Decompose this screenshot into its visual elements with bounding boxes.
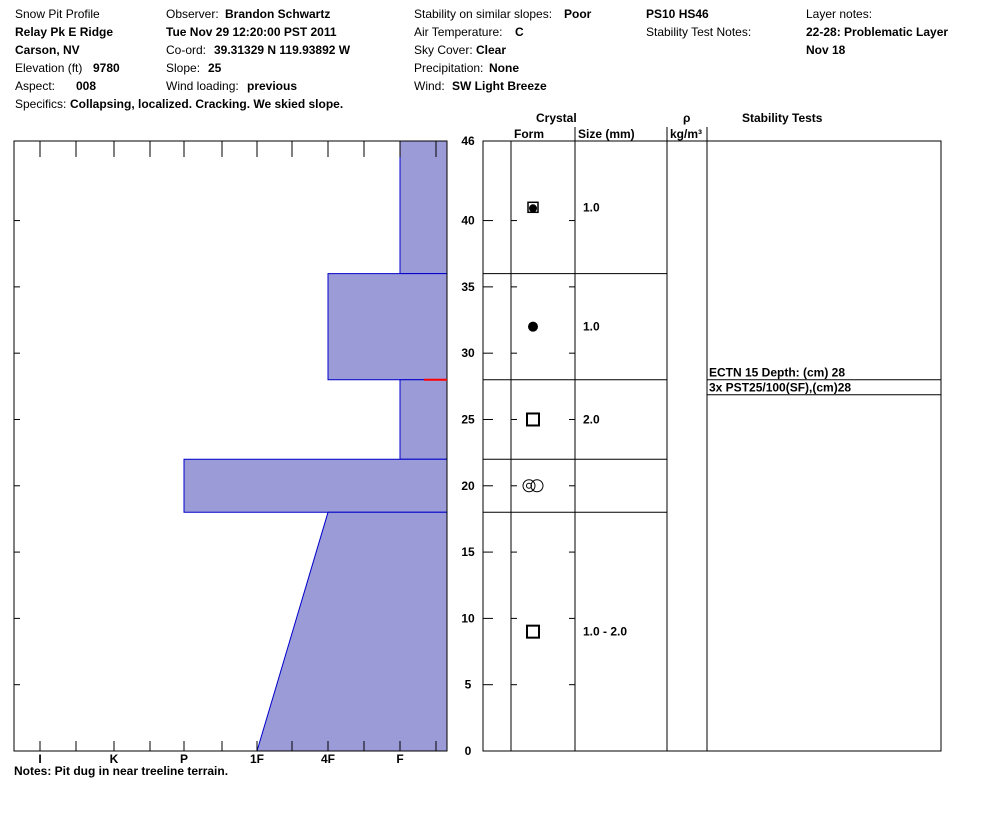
wind-value: SW Light Breeze [452, 79, 547, 93]
hardness-tick-label: F [396, 752, 404, 766]
stability-label: Stability on similar slopes: [414, 7, 553, 21]
depth-tick-label: 10 [461, 611, 475, 626]
slope-label: Slope: [166, 61, 201, 75]
wind-label: Wind: [414, 79, 445, 93]
rounded-faceted-icon [529, 204, 537, 212]
grain-size-value: 1.0 [583, 319, 600, 334]
elevation-value: 9780 [93, 61, 120, 75]
coord-value: 39.31329 N 119.93892 W [214, 43, 351, 57]
form-header: Form [514, 127, 544, 141]
depth-tick-label: 25 [461, 412, 475, 427]
specifics-label: Specifics: [15, 97, 67, 111]
depth-tick-label: 30 [461, 346, 475, 361]
aspect-value: 008 [76, 79, 97, 93]
stability-value: Poor [564, 7, 592, 21]
aspect-label: Aspect: [15, 79, 56, 93]
hardness-layer [400, 141, 447, 274]
stability-test-2: 3x PST25/100(SF),(cm)28 [709, 380, 852, 395]
stability-test-1: ECTN 15 Depth: (cm) 28 [709, 365, 846, 380]
layer-notes-label: Layer notes: [806, 7, 873, 21]
hardness-tick-label: I [38, 752, 42, 766]
depth-tick-label: 0 [464, 744, 472, 758]
observer-value: Brandon Schwartz [225, 7, 331, 21]
stability-test-notes-label: Stability Test Notes: [646, 25, 752, 39]
sky-value: Clear [476, 43, 507, 57]
layer-note-2: Nov 18 [806, 43, 846, 57]
ps-hs: PS10 HS46 [646, 7, 709, 21]
hardness-layer [328, 274, 447, 380]
faceted-grain-icon [527, 413, 539, 425]
size-header: Size (mm) [578, 127, 635, 141]
slope-value: 25 [208, 61, 222, 75]
faceted-grain-icon [527, 626, 539, 638]
wind-loading-value: previous [247, 79, 298, 93]
profile-title: Snow Pit Profile [15, 7, 100, 21]
grain-size-value: 1.0 [583, 200, 600, 215]
depth-tick-label: 46 [461, 134, 475, 148]
observer-label: Observer: [166, 7, 219, 21]
rho-header: ρ [683, 111, 691, 125]
air-temp-value: C [515, 25, 524, 39]
rounded-grain-icon [528, 322, 538, 332]
hardness-layer [400, 380, 447, 460]
depth-tick-label: 20 [461, 478, 475, 493]
grain-size-value: 1.0 - 2.0 [583, 624, 628, 639]
hardness-tick-label: 4F [320, 752, 336, 766]
melt-freeze-icon [531, 480, 543, 492]
location: Relay Pk E Ridge [15, 25, 114, 39]
sky-label: Sky Cover: [414, 43, 473, 57]
precip-label: Precipitation: [414, 61, 484, 75]
depth-tick-label: 35 [461, 279, 475, 294]
stability-tests-header: Stability Tests [742, 111, 823, 125]
hardness-tick-label: K [109, 752, 119, 766]
depth-tick-label: 40 [461, 213, 475, 228]
hardness-tick-label: P [179, 752, 189, 766]
density-unit-header: kg/m³ [670, 127, 703, 141]
hardness-tick-label: 1F [249, 752, 265, 766]
wind-loading-label: Wind loading: [166, 79, 239, 93]
region: Carson, NV [15, 43, 80, 57]
depth-tick-label: 15 [461, 545, 475, 560]
hardness-layer [184, 459, 447, 512]
crystal-header: Crystal [536, 111, 577, 125]
datetime: Tue Nov 29 12:20:00 PST 2011 [166, 25, 337, 39]
pit-notes: Notes: Pit dug in near treeline terrain. [14, 764, 229, 778]
precip-value: None [489, 61, 519, 75]
grain-size-value: 2.0 [583, 412, 600, 427]
layer-note-1: 22-28: Problematic Layer [806, 25, 949, 39]
hardness-layer [257, 512, 447, 751]
coord-label: Co-ord: [166, 43, 207, 57]
elevation-label: Elevation (ft) [15, 61, 83, 75]
air-temp-label: Air Temperature: [414, 25, 503, 39]
depth-tick-label: 5 [464, 677, 472, 692]
layer-table-frame [483, 141, 941, 751]
specifics-value: Collapsing, localized. Cracking. We skied slope. [70, 97, 344, 111]
